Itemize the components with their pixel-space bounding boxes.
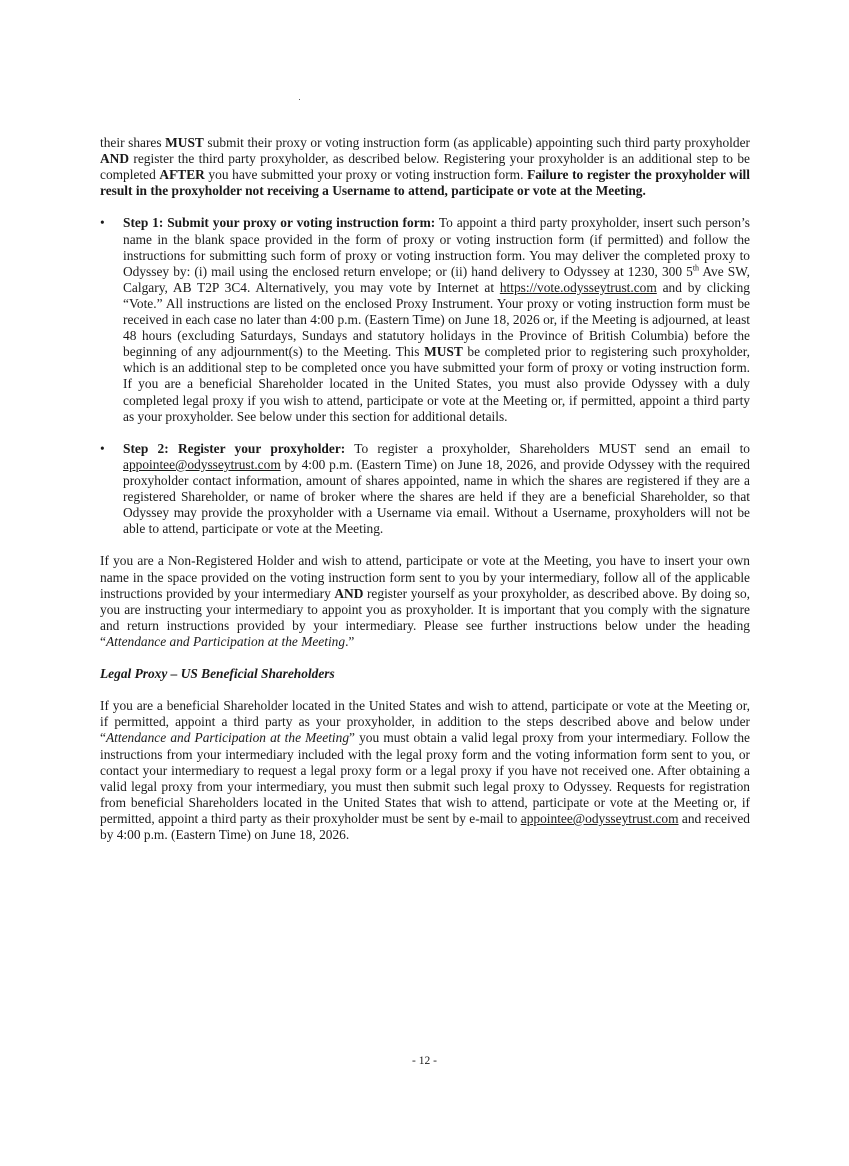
text: If you are a beneficial Shareholder located in the United States and wish to attend, participate or vote at the Meeting or, if permitted, appoint a third party as your proxyholder, in addition to the steps described above and below under “	[100, 698, 750, 746]
bullet-icon: •	[100, 215, 105, 231]
superscript: th	[692, 263, 700, 273]
text: To register a proxyholder, Shareholders MUST send an email to	[345, 440, 750, 456]
step-2-title: Step 2: Register your proxyholder:	[123, 440, 346, 456]
text: .”	[345, 633, 355, 649]
document-body	[100, 135, 750, 859]
steps-list	[100, 215, 750, 537]
heading-reference: Attendance and Participation at the Meeting	[105, 633, 346, 649]
emphasis: AND	[100, 151, 130, 167]
text: and by clicking “Vote.” All instructions are listed on the enclosed Proxy Instrument. Your proxy or voting instruction form must be received in each case no later than 4:00 p.m. (Eastern Time) on June 18, 2026 or, if the Meeting is adjourned, at least 48 hours (excluding Saturdays, Sundays and statutory holidays in the Province of British Columbia) before the beginning of any adjournment(s) to the Meeting. This	[123, 279, 750, 360]
bullet-icon: •	[100, 440, 105, 456]
text: register the third party proxyholder, as described below. Registering your proxyholder is an additional step to be completed	[100, 151, 750, 183]
text: ” you must obtain a valid legal proxy from your intermediary. Follow the instructions from your intermediary included with the legal proxy form and the voting information form sent to you, or contact your intermediary to request a legal proxy form or a legal proxy if you have not received one. After obtaining a valid legal proxy from your intermediary, you must then submit such legal proxy to Odyssey. Requests for registration from beneficial Shareholders located in the United States that wish to attend, participate or vote at the Meeting or, if permitted, appoint a third party as their proxyholder must be sent by e-mail to	[100, 730, 750, 826]
heading-reference: Attendance and Participation at the Meeting	[105, 730, 350, 746]
text: you have submitted your proxy or voting instruction form.	[204, 167, 528, 183]
stray-dot	[299, 99, 300, 100]
list-item-step-1	[100, 215, 750, 424]
text: and received by 4:00 p.m. (Eastern Time) on June 18, 2026.	[100, 810, 751, 843]
intro-paragraph	[100, 135, 750, 199]
step-1-title: Step 1: Submit your proxy or voting instruction form:	[123, 215, 436, 231]
text: If you are a Non-Registered Holder and wish to attend, participate or vote at the Meeting, you have to insert your own name in the space provided on the voting instruction form sent to you by your intermediary, follow all of the applicable instructions provided by your intermediary	[100, 553, 750, 601]
emphasis: MUST	[165, 135, 204, 150]
text: To appoint a third party proxyholder, insert such person’s name in the blank space provided in the form of proxy or voting instruction form (if permitted) and follow the instructions for submitting such form of proxy or voting instruction form. You may deliver the completed proxy to Odyssey by: (i) mail using the enclosed return envelope; or (ii) hand delivery to Odyssey at 1230, 300 5	[123, 215, 750, 279]
section-heading: Legal Proxy – US Beneficial Shareholders	[100, 666, 335, 682]
legal-proxy-paragraph	[100, 698, 750, 843]
emphasis: MUST	[424, 344, 463, 360]
text: their shares	[100, 135, 166, 150]
text: register yourself as your proxyholder, as described above. By doing so, you are instructing your intermediary to appoint you as proxyholder. It is important that you comply with the signature and return instructions provided by your intermediary. Please see further instructions below under the heading “	[100, 585, 750, 649]
warning-text: Failure to register the proxyholder will result in the proxyholder not receiving a Username to attend, participate or vote at the Meeting.	[100, 167, 751, 199]
appointee-email-link[interactable]: appointee@odysseytrust.com	[520, 810, 679, 826]
emphasis: AND	[334, 585, 364, 601]
text: Ave SW, Calgary, AB T2P 3C4. Alternatively, you may vote by Internet at	[123, 263, 750, 295]
text: submit their proxy or voting instruction form (as applicable) appointing such third party proxyholder	[203, 135, 750, 150]
vote-url-link[interactable]: https://vote.odysseytrust.com	[499, 279, 657, 295]
text: by 4:00 p.m. (Eastern Time) on June 18, 2026, and provide Odyssey with the required proxyholder contact information, amount of shares appointed, name in which the shares are registered if they are a registered Shareholder, or name of broker where the shares are held if they are a beneficial Shareholder, so that Odyssey may provide the proxyholder with a Username via email. Without a Username, proxyholders will not be able to attend, participate or vote at the Meeting.	[123, 456, 750, 537]
emphasis: AFTER	[159, 167, 205, 183]
page-number: - 12 -	[412, 1055, 437, 1067]
non-registered-paragraph	[100, 553, 750, 650]
text: be completed prior to registering such proxyholder, which is an additional step to be completed once you have submitted your form of proxy or voting instruction form. If you are a beneficial Shareholder located in the United States, you must also provide Odyssey with a duly completed legal proxy if you wish to attend, participate or vote at the Meeting or, if permitted, appoint a third party as your proxyholder. See below under this section for additional details.	[123, 344, 750, 424]
list-item-step-2	[100, 441, 750, 538]
appointee-email-link[interactable]: appointee@odysseytrust.com	[123, 456, 281, 472]
